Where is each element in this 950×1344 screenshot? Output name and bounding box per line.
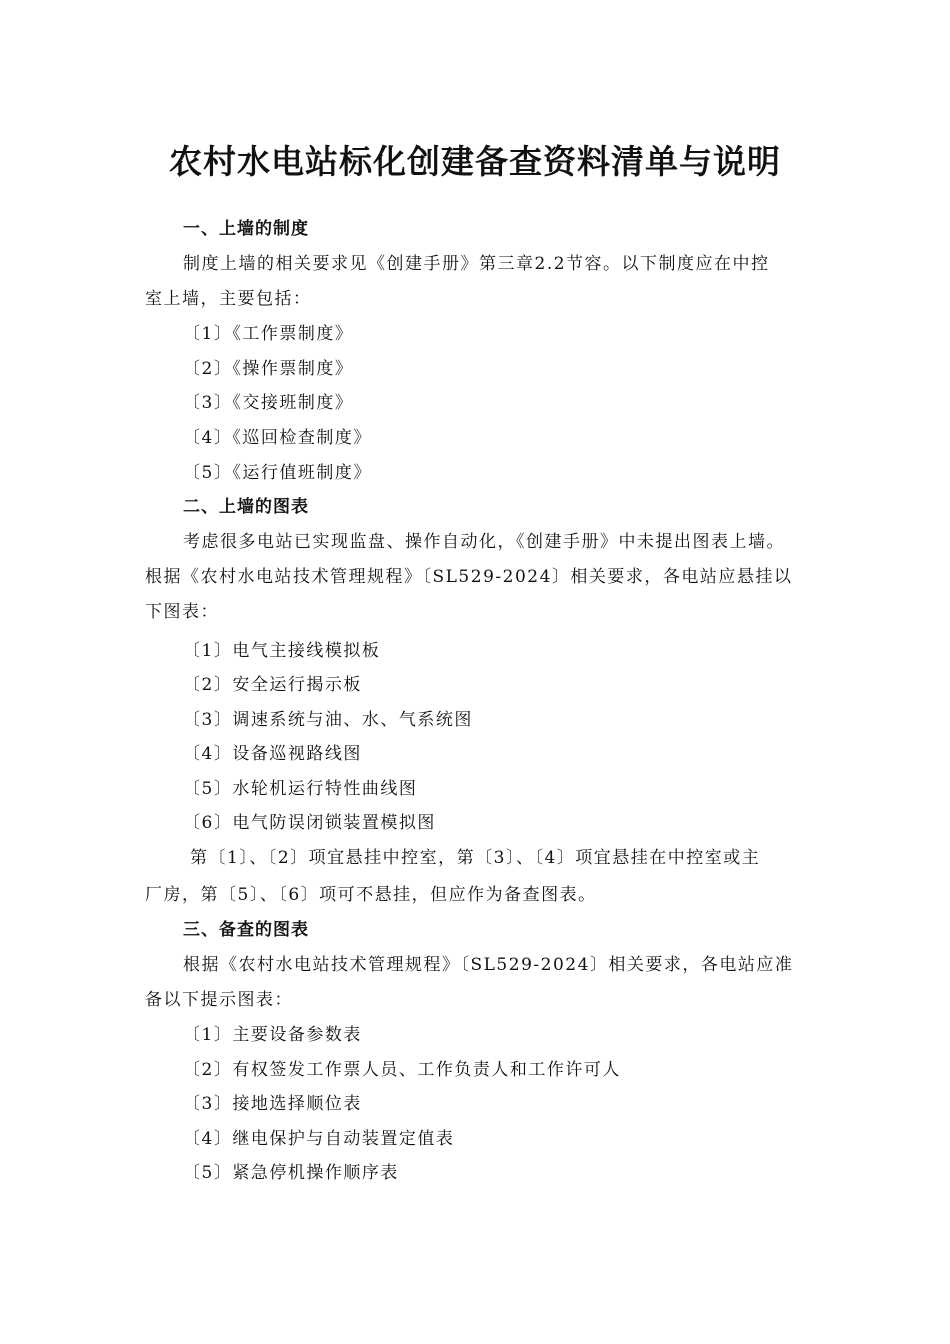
section3-heading: 三、备查的图表 xyxy=(183,920,309,940)
list-item: 〔4〕设备巡视路线图 xyxy=(183,744,362,764)
list-item: 〔3〕接地选择顺位表 xyxy=(183,1094,362,1114)
list-item: 〔5〕紧急停机操作顺序表 xyxy=(183,1163,399,1183)
section3-paragraph-line: 根据《农村水电站技术管理规程》〔SL529-2024〕相关要求，各电站应准 xyxy=(183,955,794,975)
list-item: 〔4〕继电保护与自动装置定值表 xyxy=(183,1129,455,1149)
list-item: 〔1〕主要设备参数表 xyxy=(183,1025,362,1045)
section1-paragraph-line: 制度上墙的相关要求见《创建手册》第三章2.2节容。以下制度应在中控 xyxy=(183,254,770,274)
list-item: 〔3〕调速系统与油、水、气系统图 xyxy=(183,710,473,730)
section2-paragraph-line: 考虑很多电站已实现监盘、操作自动化，《创建手册》中未提出图表上墙。 xyxy=(183,532,785,552)
section1-paragraph-line: 室上墙，主要包括： xyxy=(145,289,312,309)
list-item: 〔2〕有权签发工作票人员、工作负责人和工作许可人 xyxy=(183,1060,621,1080)
section2-paragraph-line: 下图表： xyxy=(145,602,219,622)
list-item: 〔4〕《巡回检查制度》 xyxy=(183,428,372,448)
list-item: 〔1〕电气主接线模拟板 xyxy=(183,641,381,661)
list-item: 〔5〕水轮机运行特性曲线图 xyxy=(183,779,418,799)
list-item: 〔1〕《工作票制度》 xyxy=(183,324,354,344)
section2-note-line: 第〔1〕、〔2〕项宜悬挂中控室，第〔3〕、〔4〕项宜悬挂在中控室或主 xyxy=(190,848,761,868)
list-item: 〔3〕《交接班制度》 xyxy=(183,393,354,413)
section2-heading: 二、上墙的图表 xyxy=(183,497,309,517)
list-item: 〔2〕《操作票制度》 xyxy=(183,359,354,379)
section3-paragraph-line: 备以下提示图表： xyxy=(145,990,293,1010)
list-item: 〔6〕电气防误闭锁装置模拟图 xyxy=(183,813,436,833)
page-title: 农村水电站标化创建备查资料清单与说明 xyxy=(169,142,781,181)
section1-heading: 一、上墙的制度 xyxy=(183,219,309,239)
list-item: 〔5〕《运行值班制度》 xyxy=(183,463,372,483)
list-item: 〔2〕安全运行揭示板 xyxy=(183,675,362,695)
section2-note-line: 厂房，第〔5〕、〔6〕项可不悬挂，但应作为备查图表。 xyxy=(145,885,597,905)
section2-paragraph-line: 根据《农村水电站技术管理规程》〔SL529-2024〕相关要求，各电站应悬挂以 xyxy=(145,567,793,587)
